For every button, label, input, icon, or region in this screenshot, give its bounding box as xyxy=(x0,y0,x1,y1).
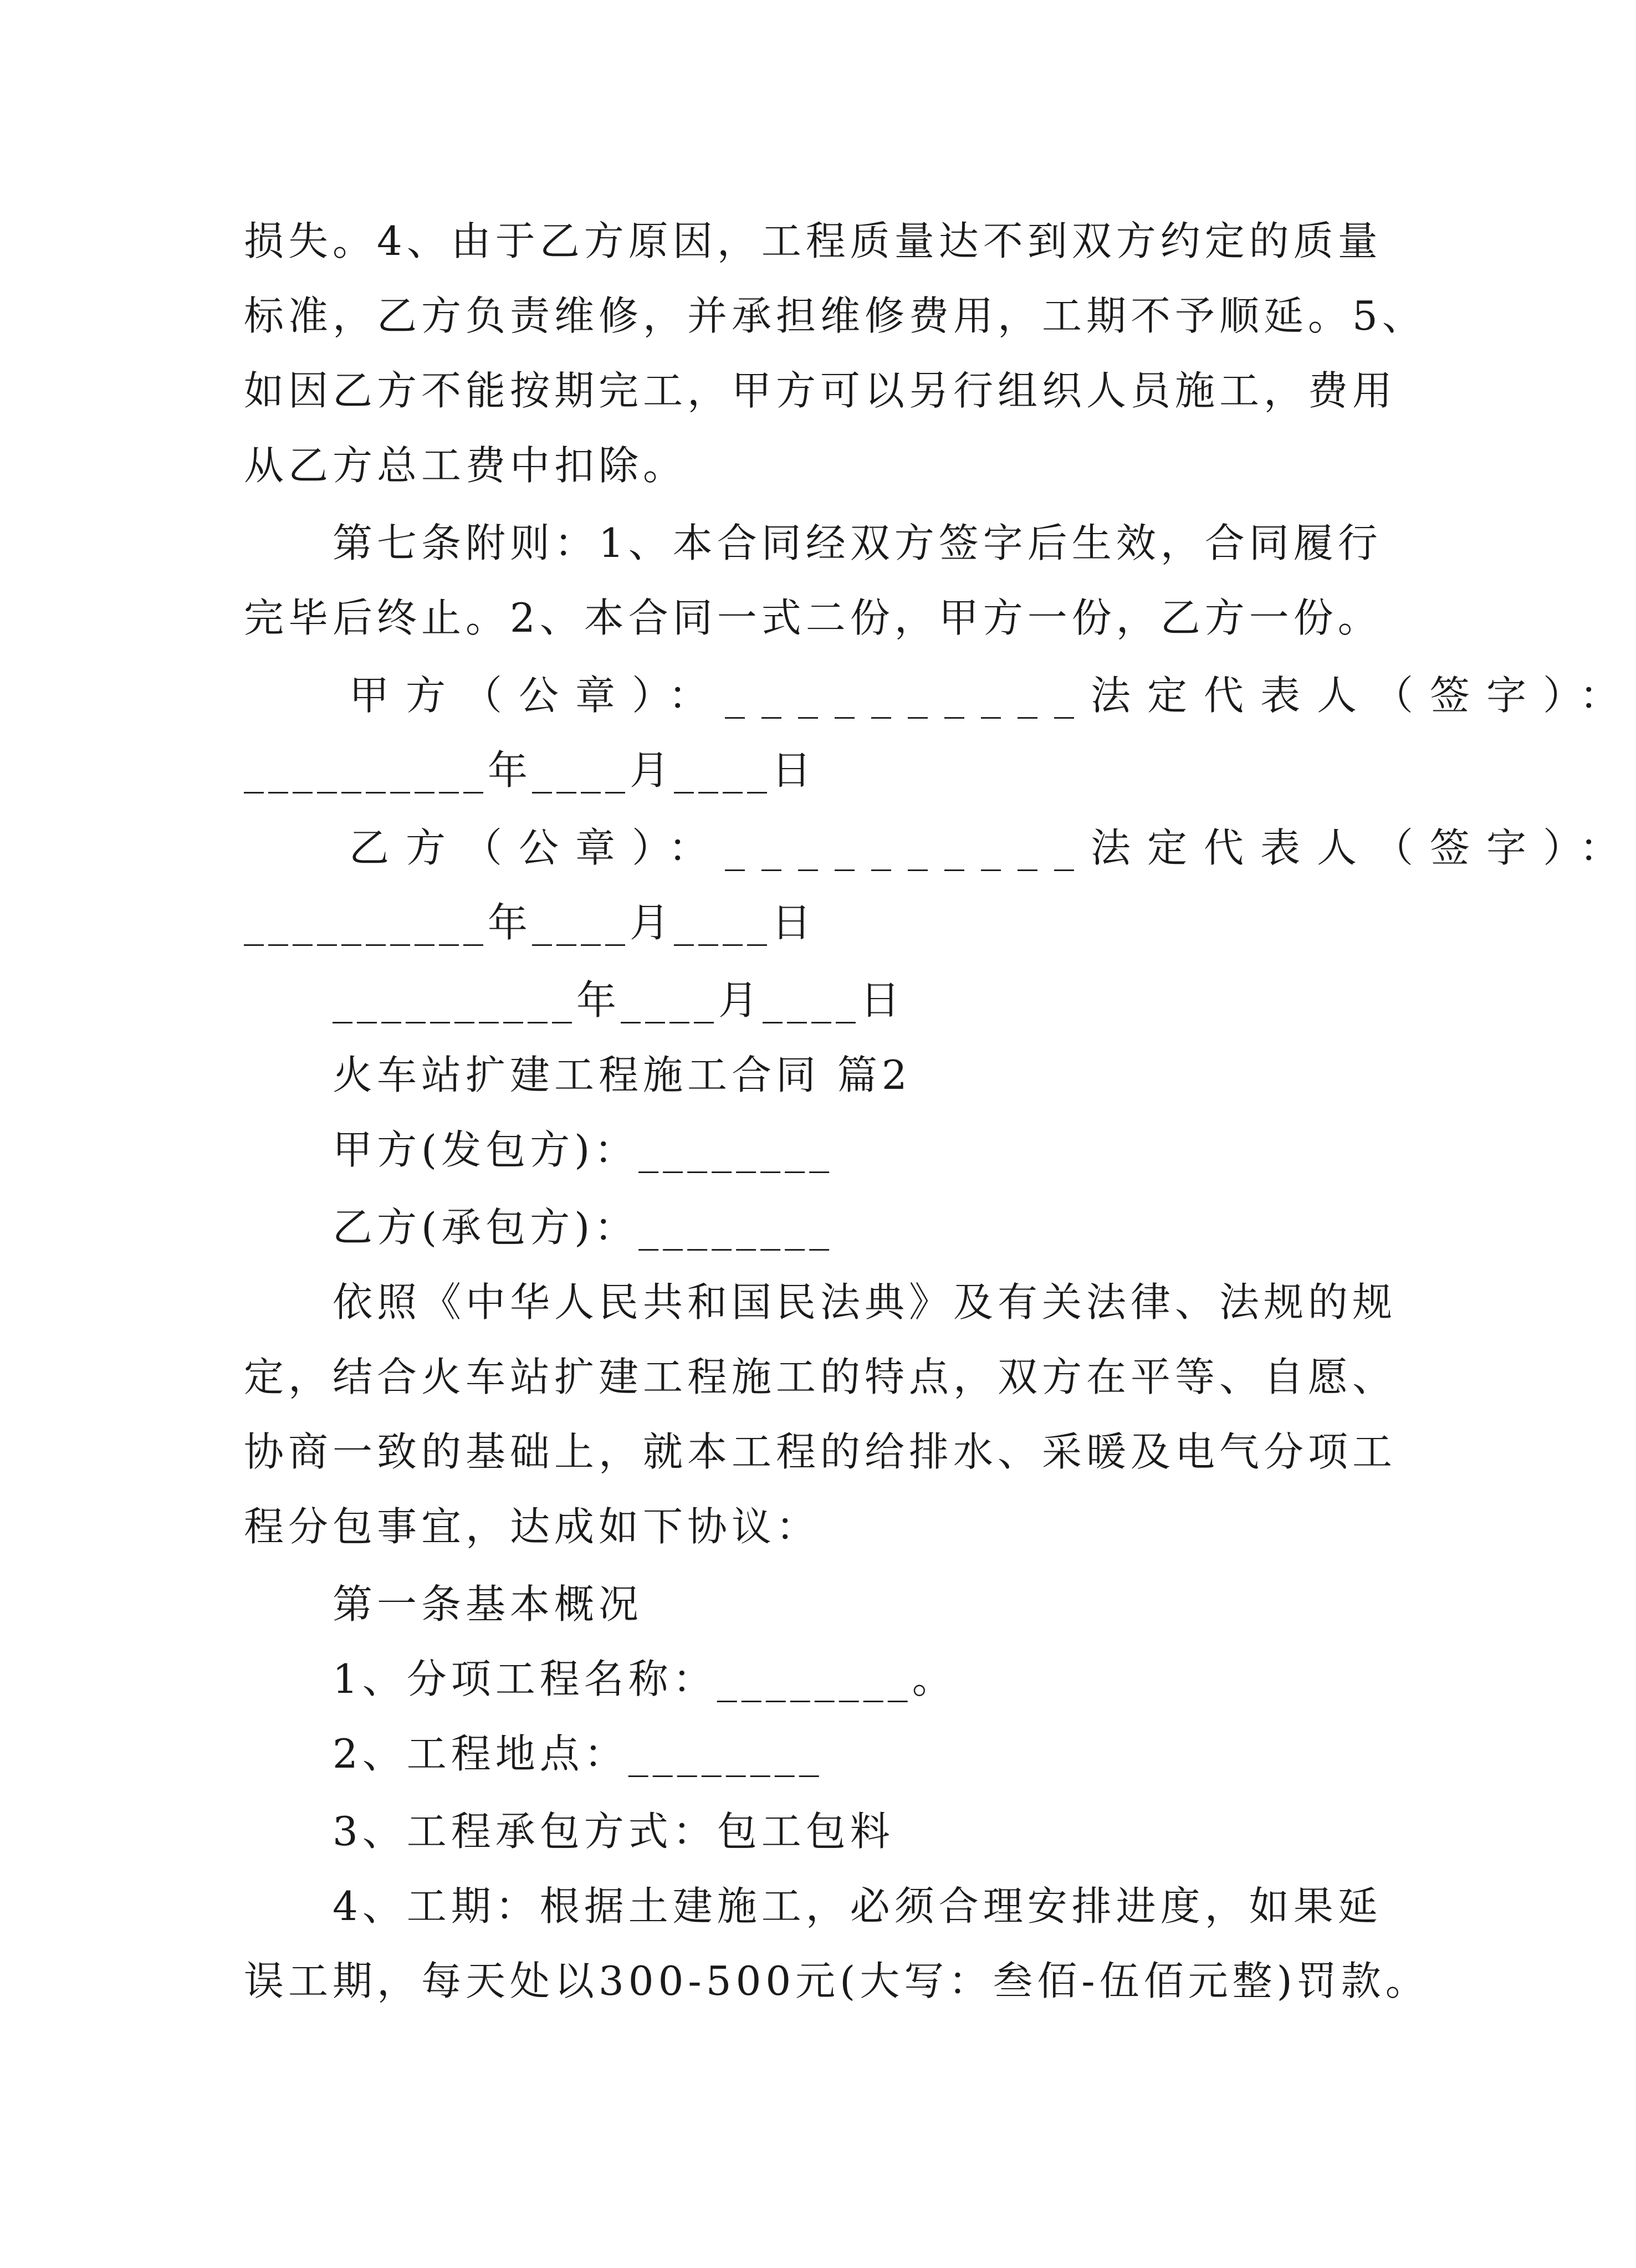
text-line: 完毕后终止。2、本合同一式二份，甲方一份，乙方一份。 xyxy=(244,595,1382,641)
party-a-line: 甲方(发包方)：________ xyxy=(333,1127,834,1173)
article-heading: 第一条基本概况 xyxy=(333,1581,643,1627)
text-line: 依照《中华人民共和国民法典》及有关法律、法规的规 xyxy=(333,1279,1397,1325)
list-item: 4、工期：根据土建施工，必须合理安排进度，如果延 xyxy=(333,1883,1382,1929)
text-line: 程分包事宜，达成如下协议： xyxy=(244,1503,821,1550)
text-line: 定，结合火车站扩建工程施工的特点，双方在平等、自愿、 xyxy=(244,1354,1397,1400)
text-line: 误工期，每天处以300-500元(大写：叁佰-伍佰元整)罚款。 xyxy=(244,1958,1430,2004)
section-title: 火车站扩建工程施工合同 篇2 xyxy=(333,1052,912,1098)
list-item: 2、工程地点：________ xyxy=(333,1731,824,1777)
text-line: 第七条附则：1、本合同经双方签字后生效，合同履行 xyxy=(333,520,1382,566)
party-b-line: 乙方(承包方)：________ xyxy=(333,1204,834,1251)
text-line: 从乙方总工费中扣除。 xyxy=(244,442,688,489)
date-line: __________年____月____日 xyxy=(244,899,816,946)
text-line: 损失。4、由于乙方原因，工程质量达不到双方约定的质量 xyxy=(244,218,1382,264)
text-line: 协商一致的基础上，就本工程的给排水、采暖及电气分项工 xyxy=(244,1429,1397,1475)
text-line: 如因乙方不能按期完工，甲方可以另行组织人员施工，费用 xyxy=(244,367,1397,414)
signature-line-party-a: 甲方（公章）：__________法定代表人（签字）： xyxy=(349,672,1636,719)
text-line: 标准，乙方负责维修，并承担维修费用，工期不予顺延。5、 xyxy=(244,293,1427,339)
date-line: __________年____月____日 xyxy=(244,747,816,793)
date-line: __________年____月____日 xyxy=(333,977,904,1023)
list-item: 1、分项工程名称：________。 xyxy=(333,1656,957,1702)
signature-line-party-b: 乙方（公章）：__________法定代表人（签字）： xyxy=(349,825,1636,871)
list-item: 3、工程承包方式：包工包料 xyxy=(333,1808,894,1855)
